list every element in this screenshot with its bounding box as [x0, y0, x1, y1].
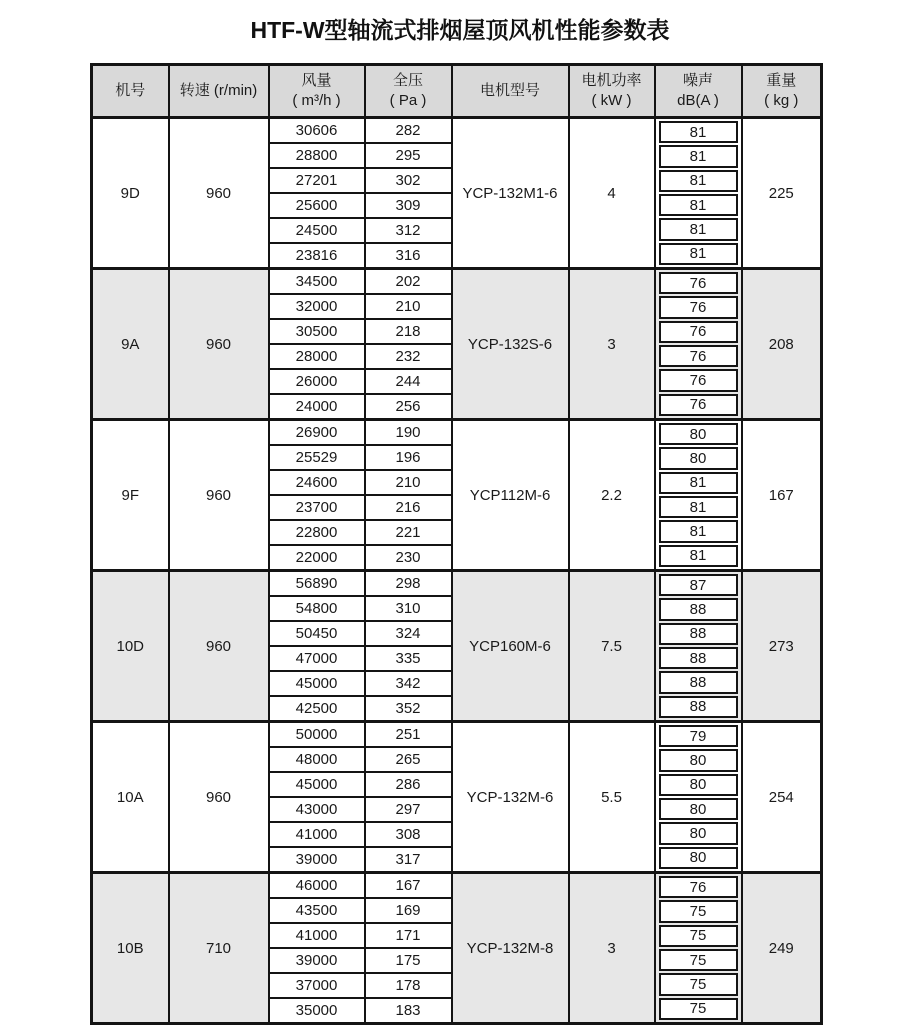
noise-value-box: 87 — [659, 574, 738, 596]
cell-speed: 960 — [169, 722, 269, 873]
cell-speed: 960 — [169, 118, 269, 269]
cell-pressure: 302 — [365, 168, 452, 193]
cell-airflow: 25600 — [269, 193, 365, 218]
cell-pressure: 335 — [365, 646, 452, 671]
cell-model: 9D — [92, 118, 169, 269]
cell-motor-power: 7.5 — [569, 571, 655, 722]
cell-airflow: 35000 — [269, 998, 365, 1024]
cell-speed: 710 — [169, 873, 269, 1024]
noise-value-box: 76 — [659, 394, 738, 416]
noise-stack — [656, 874, 741, 1022]
cell-speed: 960 — [169, 269, 269, 420]
cell-motor-model: YCP112M-6 — [452, 420, 569, 571]
cell-pressure: 190 — [365, 420, 452, 446]
noise-value-box: 88 — [659, 671, 738, 693]
cell-pressure: 210 — [365, 294, 452, 319]
cell-airflow: 26000 — [269, 369, 365, 394]
cell-airflow: 23700 — [269, 495, 365, 520]
table-row — [92, 571, 822, 597]
noise-value-box: 80 — [659, 822, 738, 844]
cell-pressure: 183 — [365, 998, 452, 1024]
cell-weight: 225 — [742, 118, 822, 269]
cell-motor-model: YCP-132M-8 — [452, 873, 569, 1024]
cell-weight: 249 — [742, 873, 822, 1024]
cell-airflow: 37000 — [269, 973, 365, 998]
noise-value-box: 81 — [659, 218, 738, 240]
cell-airflow: 22800 — [269, 520, 365, 545]
noise-value-box: 88 — [659, 623, 738, 645]
noise-value-box: 75 — [659, 925, 738, 947]
cell-model: 10A — [92, 722, 169, 873]
cell-pressure: 297 — [365, 797, 452, 822]
cell-airflow: 30500 — [269, 319, 365, 344]
cell-noise — [655, 420, 742, 571]
cell-weight: 273 — [742, 571, 822, 722]
noise-value-box: 76 — [659, 369, 738, 391]
cell-pressure: 167 — [365, 873, 452, 899]
cell-pressure: 232 — [365, 344, 452, 369]
noise-value-box: 88 — [659, 696, 738, 718]
cell-airflow: 26900 — [269, 420, 365, 446]
cell-airflow: 54800 — [269, 596, 365, 621]
cell-pressure: 286 — [365, 772, 452, 797]
cell-airflow: 46000 — [269, 873, 365, 899]
cell-motor-power: 5.5 — [569, 722, 655, 873]
cell-model: 9F — [92, 420, 169, 571]
cell-airflow: 45000 — [269, 671, 365, 696]
table-row — [92, 269, 822, 295]
cell-speed: 960 — [169, 420, 269, 571]
cell-airflow: 42500 — [269, 696, 365, 722]
cell-airflow: 50450 — [269, 621, 365, 646]
noise-stack — [656, 572, 741, 720]
table-row — [92, 420, 822, 446]
cell-pressure: 178 — [365, 973, 452, 998]
cell-model: 10B — [92, 873, 169, 1024]
cell-pressure: 230 — [365, 545, 452, 571]
col-header-weight: 重量 ( kg ) — [742, 65, 822, 118]
cell-motor-power: 3 — [569, 873, 655, 1024]
cell-pressure: 316 — [365, 243, 452, 269]
noise-value-box: 81 — [659, 243, 738, 265]
noise-stack — [656, 723, 741, 871]
cell-airflow: 41000 — [269, 923, 365, 948]
cell-airflow: 30606 — [269, 118, 365, 144]
cell-airflow: 24000 — [269, 394, 365, 420]
cell-pressure: 308 — [365, 822, 452, 847]
noise-value-box: 76 — [659, 876, 738, 898]
cell-pressure: 175 — [365, 948, 452, 973]
table-row — [92, 722, 822, 748]
noise-value-box: 76 — [659, 272, 738, 294]
cell-noise — [655, 269, 742, 420]
noise-value-box: 81 — [659, 472, 738, 494]
col-header-noise: 噪声 dB(A ) — [655, 65, 742, 118]
noise-value-box: 75 — [659, 973, 738, 995]
cell-motor-model: YCP-132S-6 — [452, 269, 569, 420]
cell-pressure: 352 — [365, 696, 452, 722]
cell-pressure: 196 — [365, 445, 452, 470]
cell-airflow: 43500 — [269, 898, 365, 923]
cell-motor-model: YCP-132M1-6 — [452, 118, 569, 269]
cell-airflow: 39000 — [269, 948, 365, 973]
cell-airflow: 39000 — [269, 847, 365, 873]
noise-value-box: 80 — [659, 749, 738, 771]
cell-pressure: 251 — [365, 722, 452, 748]
cell-pressure: 202 — [365, 269, 452, 295]
cell-pressure: 216 — [365, 495, 452, 520]
cell-airflow: 23816 — [269, 243, 365, 269]
cell-pressure: 171 — [365, 923, 452, 948]
cell-airflow: 24600 — [269, 470, 365, 495]
cell-airflow: 22000 — [269, 545, 365, 571]
cell-airflow: 28800 — [269, 143, 365, 168]
cell-pressure: 310 — [365, 596, 452, 621]
noise-value-box: 80 — [659, 774, 738, 796]
cell-airflow: 48000 — [269, 747, 365, 772]
cell-pressure: 298 — [365, 571, 452, 597]
table-row — [92, 118, 822, 144]
noise-value-box: 81 — [659, 121, 738, 143]
cell-motor-power: 3 — [569, 269, 655, 420]
cell-weight: 167 — [742, 420, 822, 571]
table-row — [92, 873, 822, 899]
col-header-speed: 转速 (r/min) — [169, 65, 269, 118]
cell-pressure: 317 — [365, 847, 452, 873]
noise-value-box: 81 — [659, 520, 738, 542]
noise-value-box: 79 — [659, 725, 738, 747]
noise-value-box: 80 — [659, 423, 738, 445]
cell-pressure: 282 — [365, 118, 452, 144]
cell-motor-model: YCP160M-6 — [452, 571, 569, 722]
col-header-airflow: 风量 ( m³/h ) — [269, 65, 365, 118]
col-header-motor-model: 电机型号 — [452, 65, 569, 118]
col-header-model: 机号 — [92, 65, 169, 118]
cell-speed: 960 — [169, 571, 269, 722]
cell-pressure: 309 — [365, 193, 452, 218]
noise-stack — [656, 270, 741, 418]
cell-airflow: 28000 — [269, 344, 365, 369]
noise-value-box: 81 — [659, 170, 738, 192]
cell-motor-model: YCP-132M-6 — [452, 722, 569, 873]
cell-noise — [655, 873, 742, 1024]
noise-value-box: 75 — [659, 998, 738, 1020]
page-title: HTF-W型轴流式排烟屋顶风机性能参数表 — [250, 17, 670, 43]
cell-noise — [655, 571, 742, 722]
cell-airflow: 45000 — [269, 772, 365, 797]
noise-value-box: 76 — [659, 296, 738, 318]
noise-value-box: 80 — [659, 447, 738, 469]
cell-airflow: 43000 — [269, 797, 365, 822]
noise-value-box: 81 — [659, 145, 738, 167]
cell-pressure: 210 — [365, 470, 452, 495]
cell-airflow: 32000 — [269, 294, 365, 319]
cell-pressure: 218 — [365, 319, 452, 344]
header-row — [92, 65, 822, 118]
fan-spec-table — [90, 63, 823, 1025]
cell-weight: 208 — [742, 269, 822, 420]
noise-value-box: 81 — [659, 194, 738, 216]
cell-model: 9A — [92, 269, 169, 420]
cell-motor-power: 4 — [569, 118, 655, 269]
noise-value-box: 88 — [659, 647, 738, 669]
cell-airflow: 24500 — [269, 218, 365, 243]
cell-weight: 254 — [742, 722, 822, 873]
cell-pressure: 295 — [365, 143, 452, 168]
col-header-motor-power: 电机功率 ( kW ) — [569, 65, 655, 118]
noise-value-box: 80 — [659, 798, 738, 820]
cell-pressure: 312 — [365, 218, 452, 243]
cell-motor-power: 2.2 — [569, 420, 655, 571]
cell-noise — [655, 722, 742, 873]
cell-airflow: 41000 — [269, 822, 365, 847]
noise-value-box: 81 — [659, 545, 738, 567]
cell-model: 10D — [92, 571, 169, 722]
cell-airflow: 27201 — [269, 168, 365, 193]
noise-value-box: 75 — [659, 949, 738, 971]
noise-stack — [656, 421, 741, 569]
noise-value-box: 88 — [659, 598, 738, 620]
cell-pressure: 221 — [365, 520, 452, 545]
noise-stack — [656, 119, 741, 267]
cell-pressure: 244 — [365, 369, 452, 394]
noise-value-box: 76 — [659, 321, 738, 343]
cell-pressure: 324 — [365, 621, 452, 646]
cell-airflow: 47000 — [269, 646, 365, 671]
cell-airflow: 25529 — [269, 445, 365, 470]
cell-pressure: 256 — [365, 394, 452, 420]
noise-value-box: 75 — [659, 900, 738, 922]
cell-airflow: 50000 — [269, 722, 365, 748]
cell-noise — [655, 118, 742, 269]
col-header-pressure: 全压 ( Pa ) — [365, 65, 452, 118]
noise-value-box: 76 — [659, 345, 738, 367]
noise-value-box: 80 — [659, 847, 738, 869]
cell-airflow: 56890 — [269, 571, 365, 597]
cell-pressure: 265 — [365, 747, 452, 772]
cell-pressure: 342 — [365, 671, 452, 696]
cell-pressure: 169 — [365, 898, 452, 923]
noise-value-box: 81 — [659, 496, 738, 518]
cell-airflow: 34500 — [269, 269, 365, 295]
